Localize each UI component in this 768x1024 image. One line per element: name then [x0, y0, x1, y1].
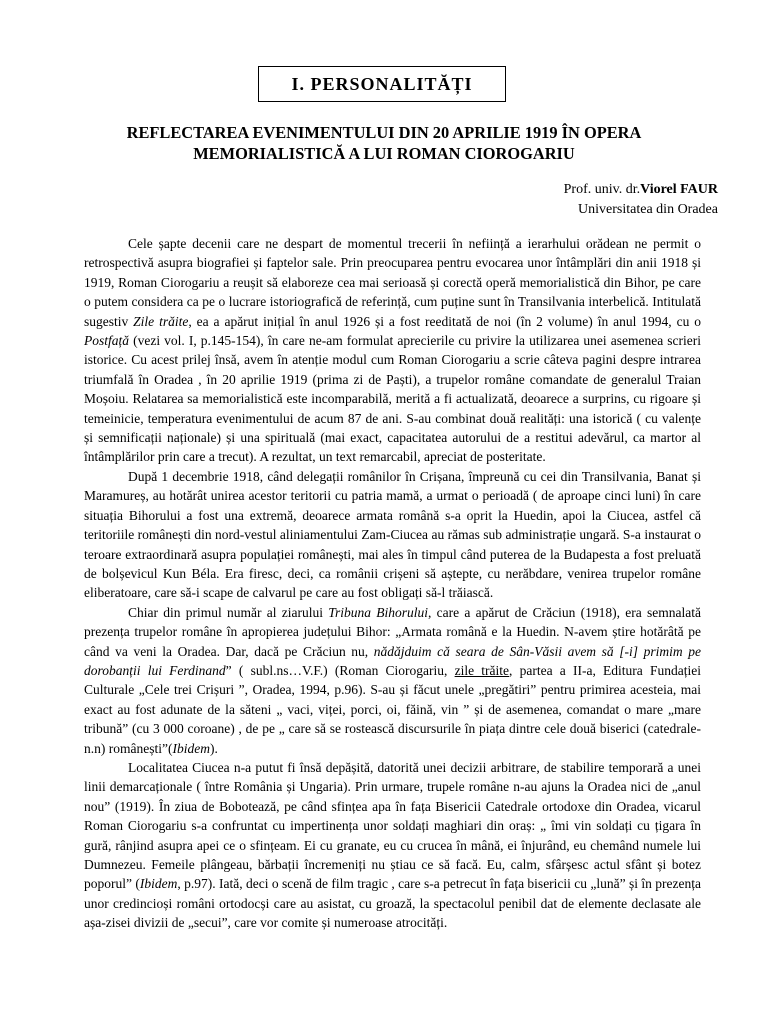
- p3-text-e: ” ( subl.ns…V.F.) (Roman Ciorogariu,: [225, 662, 455, 678]
- p3-italic-quote: nădăjduim că seara de Sân-Văsii avem să [-i] primim pe dorobanții lui Ferdinand: [84, 643, 701, 678]
- p3-text-g: , partea a II-a, Editura Fundației Culturale „Cele trei Crișuri ”, Oradea, 1994, p.96). S-au și făcut unele „pregătiri” pentru primirea acesteia, mai exact au fost adunate de la săteni „ vaci, viței, porci, oi, făină, vin ” și de asemenea, comandat o mare „mare tribună” (cu 3 000 coroane) , de pe „ care să se rostească discursurile în piața dintre cele două biserici (catedrale-n.n) românești”(: [84, 662, 701, 756]
- p1-italic-postfata: Postfață: [84, 333, 130, 349]
- p3-underlined-zile-traite: zile trăite: [454, 662, 510, 678]
- author-prefix: Prof. univ. dr.: [563, 182, 641, 197]
- paragraph-2: După 1 decembrie 1918, când delegații românilor în Crișana, împreună cu cei din Transilvania, Banat și Maramureș, au hotărât unirea acestor teritorii cu patria mamă, a urmat o perioadă ( de aproape cinci luni) în care situația Bihorului a fost una extremă, deoarece armata română s-a oprit la Huedin, apoi la Ciucea, astfel că teritoriile românești din nord-vestul aliniamentului Zam-Ciucea au rămas sub administrație ungară. S-a instaurat o teroare extraordinară asupra populației românești, mai ales în timpul când puterea de la Budapesta a fost preluată de bolșevicul Kun Béla. Era firesc, deci, ca românii crișeni să aștepte, cu nerăbdare, venirea trupelor române eliberatoare, care să-i scape de calvarul pe care au fost obligați să-l trăiască.: [84, 468, 701, 601]
- paragraph-4: [84, 758, 701, 933]
- author-block: [564, 180, 718, 220]
- section-heading: I. PERSONALITĂȚI: [258, 66, 506, 102]
- paragraph-1: [84, 234, 701, 467]
- title-line-1: REFLECTAREA EVENIMENTULUI DIN 20 APRILIE 1919 ÎN OPERA: [126, 123, 642, 142]
- author-name: Viorel FAUR: [640, 182, 718, 197]
- p3-italic-tribuna: Tribuna Bihorului: [328, 604, 429, 620]
- p3-italic-ibidem: Ibidem: [172, 740, 210, 756]
- p4-text-c: , p.97). Iată, deci o scenă de film tragic , care s-a petrecut în fața bisericii cu „lună” și în prezența unor credincioși români ortodocși care au asistat, cu groază, la spectacolul penibil dat de elemente declasate ale așa-zisei divizii de „secui”, care vor comite și numeroase atrocități.: [84, 876, 701, 931]
- paragraph-3: [84, 603, 701, 758]
- p1-text-c: , ea a apărut inițial în anul 1926 și a fost reeditată de noi (în 2 volume) în anul 1994, cu o: [188, 313, 701, 329]
- author-line: [564, 180, 718, 200]
- p4-text-a: Localitatea Ciucea n-a putut fi însă depășită, datorită unei decizii arbitrare, de stabilire temporară a unei linii demarcaționale ( între România și Ungaria). Prin urmare, trupele române n-au ajuns la Oradea nici de „anul nou” (1919). În ziua de Bobotează, pe când sfințea apa în fața Bisericii Catedrale ortodoxe din Oradea, vicarul Roman Ciorogariu s-a confruntat cu impertinența unor soldați maghiari din oraș: „ îmi vin soldați cu țigara în gură, rânjind asupra apei ce o sfințeam. Ei cu granate, eu cu crucea în mână, ei înjurând, eu chemând numele lui Dumnezeu. Femeile plângeau, bărbații încremeniți nu știau ce să facă. Eu, calm, sfârșesc actul sfânt și botez poporul” (: [84, 759, 701, 892]
- p3-text-a: Chiar din primul număr al ziarului: [128, 604, 329, 620]
- p1-italic-zile-traite: Zile trăite: [133, 313, 189, 329]
- p4-italic-ibidem: Ibidem: [139, 876, 178, 892]
- article-title: [60, 122, 708, 164]
- p1-text-e: (vezi vol. I, p.145-154), în care ne-am formulat aprecierile cu privire la utilizarea unei asemenea scrieri istorice. Cu acest prilej însă, avem în atenție modul cum Roman Ciorogariu a scrie câteva pagini despre intrarea triumfală în Oradea , în 20 aprilie 1919 (prima zi de Paști), a trupelor române comandate de generalul Traian Moșoiu. Relatarea sa memorialistică este incomparabilă, merită a fi actualizată, deoarece a surprins, cu rigoare și temeinicie, temperatura evenimentului de acum 87 de ani. S-au combinat două realități: una istorică ( cu valențe și semnificații naționale) și una spirituală (mai exact, capacitatea autorului de a restitui adevărul, ca martor al întâmplărilor prin care a trecut). A rezultat, un text remarcabil, apreciat de posteritate.: [84, 333, 701, 465]
- p3-text-i: ).: [209, 740, 218, 756]
- p3-text-c: , care a apărut de Crăciun (1918), era semnalată prezența trupelor române în apropierea județului Bihor: „Armata română e la Huedin. N-avem știre hotărâtă pe când va veni la Oradea. Dar, dacă pe Crăciun nu,: [84, 604, 701, 659]
- article-body: [84, 234, 701, 933]
- author-affiliation: Universitatea din Oradea: [578, 202, 718, 217]
- title-line-2: MEMORIALISTICĂ A LUI ROMAN CIOROGARIU: [193, 144, 575, 163]
- p1-text-a: Cele șapte decenii care ne despart de momentul trecerii în neființă a ierarhului orădean ne permit o retrospectivă asupra biografiei și faptelor sale. Prin preocuparea pentru evocarea unor întâmplări din anii 1918 și 1919, Roman Ciorogariu a reușit să elaboreze cea mai serioasă și corectă operă memorialistică din Bihor, pe care o putem considera ca pe o lucrare istoriografică de referință, cum puține sunt în Transilvania interbelică. Intitulată sugestiv: [84, 236, 701, 329]
